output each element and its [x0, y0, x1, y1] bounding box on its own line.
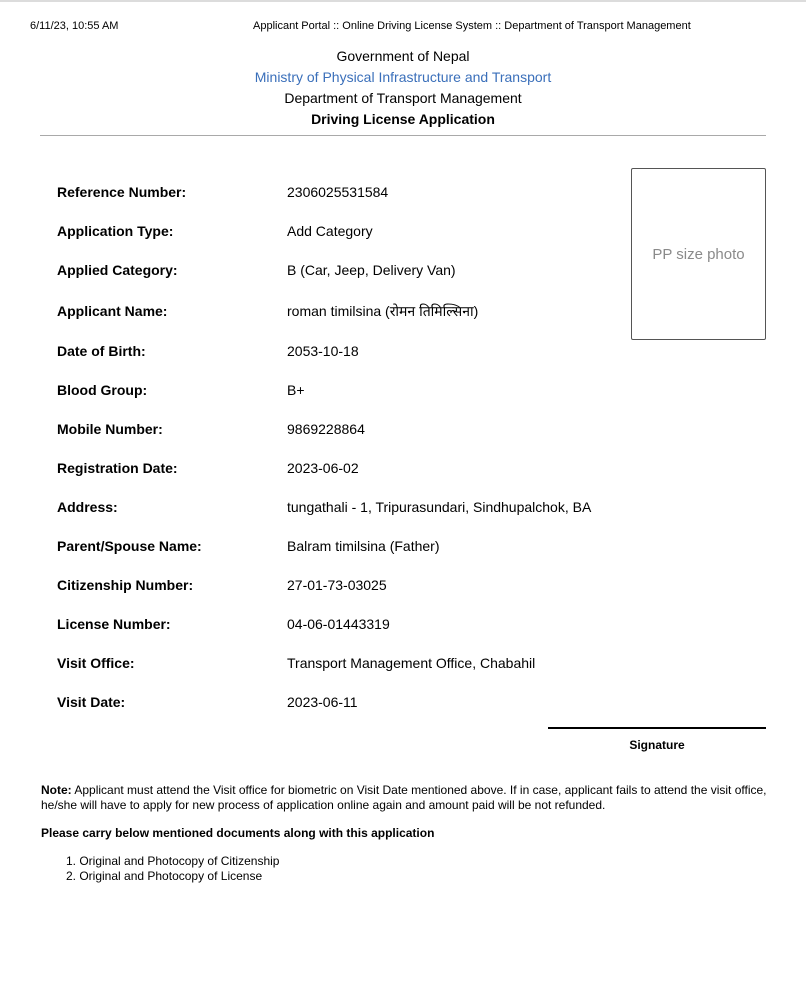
documents-heading: Please carry below mentioned documents along with this application: [41, 826, 435, 840]
label-visit-date: Visit Date:: [57, 694, 126, 710]
note-text: Applicant must attend the Visit office for biometric on Visit Date mentioned above. If in case, applicant fails to attend the visit office, he/she will have to apply for new process of application online again and amount paid will be not refunded.: [41, 783, 767, 812]
value-blood-group: B+: [287, 382, 305, 398]
document-item: 2. Original and Photocopy of License: [66, 869, 263, 883]
ministry-name: Ministry of Physical Infrastructure and Transport: [254, 69, 552, 85]
label-mobile-number: Mobile Number:: [57, 421, 163, 437]
passport-photo-placeholder: [631, 168, 766, 340]
value-date-of-birth: 2053-10-18: [287, 343, 359, 359]
print-page-title: Applicant Portal :: Online Driving License System :: Department of Transport Management: [253, 20, 691, 32]
photo-placeholder-text: PP size photo: [652, 245, 745, 263]
value-visit-date: 2023-06-11: [287, 694, 358, 710]
label-license-number: License Number:: [57, 616, 171, 632]
government-name: Government of Nepal: [336, 48, 470, 64]
value-reference-number: 2306025531584: [287, 184, 389, 200]
label-address: Address:: [57, 499, 118, 515]
label-visit-office: Visit Office:: [57, 655, 135, 671]
value-registration-date: 2023-06-02: [287, 460, 359, 476]
value-license-number: 04-06-01443319: [287, 616, 390, 632]
header-divider: [40, 135, 766, 136]
value-citizenship-number: 27-01-73-03025: [287, 577, 387, 593]
signature-label: Signature: [629, 738, 685, 752]
value-application-type: Add Category: [287, 223, 373, 239]
label-application-type: Application Type:: [57, 223, 174, 239]
label-blood-group: Blood Group:: [57, 382, 148, 398]
label-applicant-name: Applicant Name:: [57, 303, 168, 319]
label-reference-number: Reference Number:: [57, 184, 187, 200]
value-applicant-name: roman timilsina (रोमन तिमिल्सिना): [287, 303, 479, 319]
attendance-note: [41, 783, 769, 813]
label-citizenship-number: Citizenship Number:: [57, 577, 194, 593]
value-mobile-number: 9869228864: [287, 421, 365, 437]
document-header: [0, 46, 806, 130]
signature-line: [548, 727, 766, 729]
value-address: tungathali - 1, Tripurasundari, Sindhupalchok, BA: [287, 499, 592, 515]
label-applied-category: Applied Category:: [57, 262, 178, 278]
documents-list: [66, 854, 279, 884]
department-name: Department of Transport Management: [284, 90, 522, 106]
value-applied-category: B (Car, Jeep, Delivery Van): [287, 262, 456, 278]
value-parent-spouse-name: Balram timilsina (Father): [287, 538, 440, 554]
page-top-edge: [0, 0, 806, 2]
value-visit-office: Transport Management Office, Chabahil: [287, 655, 536, 671]
note-label: Note:: [41, 783, 72, 797]
label-date-of-birth: Date of Birth:: [57, 343, 146, 359]
print-date-time: 6/11/23, 10:55 AM: [30, 20, 119, 32]
document-item: 1. Original and Photocopy of Citizenship: [66, 854, 280, 868]
label-registration-date: Registration Date:: [57, 460, 178, 476]
label-parent-spouse-name: Parent/Spouse Name:: [57, 538, 202, 554]
application-title: Driving License Application: [311, 111, 495, 127]
